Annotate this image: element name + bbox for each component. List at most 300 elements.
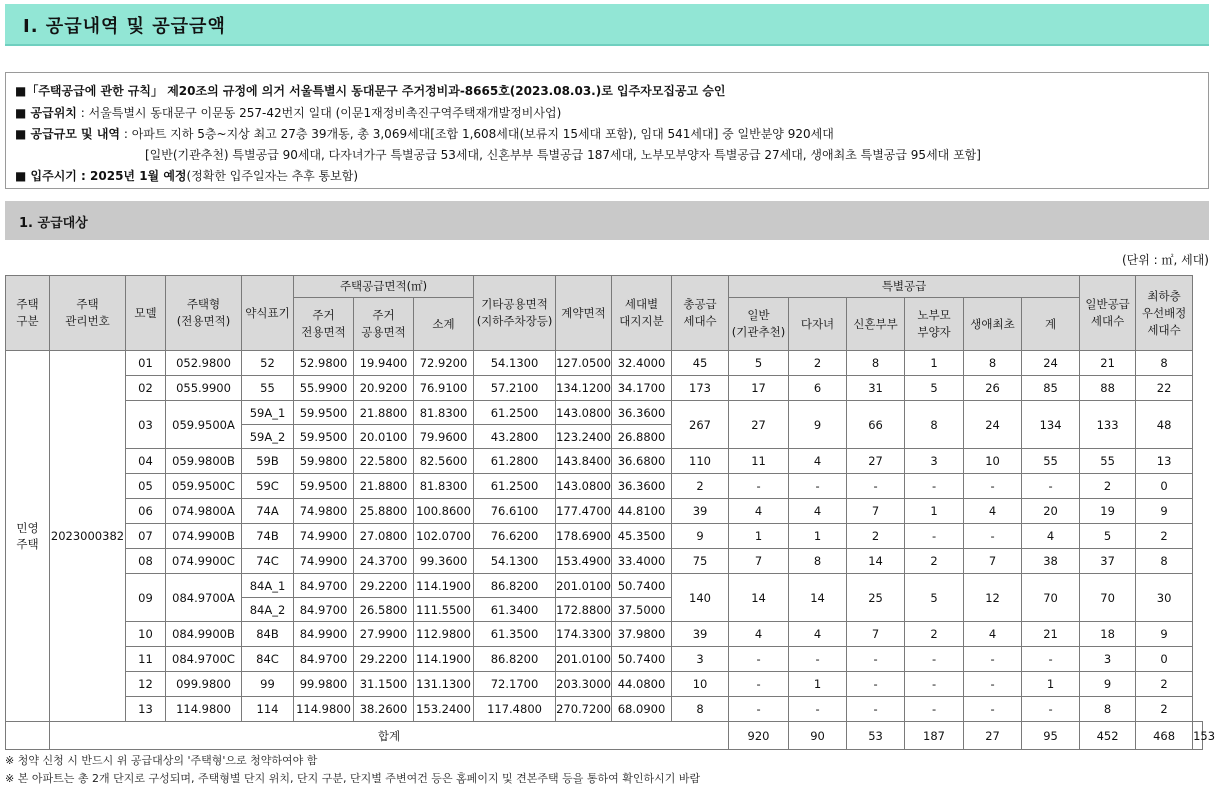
other-common-area-cell: 72.1700	[474, 672, 556, 697]
total-supply-cell: 267	[672, 401, 729, 449]
special-newlywed-cell: 66	[847, 401, 905, 449]
contract-area-cell: 127.0500	[556, 351, 612, 376]
table-header	[6, 276, 1203, 351]
notice-approval-line: ■「주택공급에 관한 규칙」 제20조의 규정에 의거 서울특별시 동대문구 주거정비과-8665호(2023.08.03.)로 입주자모집공고 승인	[15, 84, 726, 98]
land-share-cell: 50.7400	[612, 647, 672, 672]
model-cell: 01	[126, 351, 166, 376]
contract-area-cell: 270.7200	[556, 697, 612, 722]
header-land-share: 세대별 대지지분	[612, 276, 672, 351]
total-total-supply-cell: 920	[729, 722, 789, 750]
subtotal-area-cell: 81.8300	[414, 474, 474, 499]
supply-table	[5, 275, 1215, 750]
model-cell: 06	[126, 499, 166, 524]
document-title: Ⅰ. 공급내역 및 공급금액	[23, 16, 226, 37]
special-elderly-cell: 2	[905, 622, 964, 647]
common-area-cell: 21.8800	[354, 474, 414, 499]
subtotal-area-cell: 153.2400	[414, 697, 474, 722]
lowest-floor-cell: 2	[1136, 672, 1193, 697]
special-sum-cell: 4	[1022, 524, 1080, 549]
model-cell: 05	[126, 474, 166, 499]
special-sum-cell: -	[1022, 697, 1080, 722]
header-short-mark: 약식표기	[242, 276, 294, 351]
notice-move-in-line: ■ 입주시기 : 2025년 1월 예정(정확한 입주일자는 추후 통보함)	[15, 169, 359, 183]
exclusive-area-cell: 55.9900	[294, 376, 354, 401]
special-newlywed-cell: 31	[847, 376, 905, 401]
special-sum-cell: -	[1022, 647, 1080, 672]
special-elderly-cell: -	[905, 647, 964, 672]
lowest-floor-cell: 2	[1136, 524, 1193, 549]
total-supply-cell: 9	[672, 524, 729, 549]
contract-area-cell: 201.0100	[556, 647, 612, 672]
header-common: 주거 공용면적	[354, 298, 414, 351]
model-cell: 07	[126, 524, 166, 549]
header-subtotal: 소계	[414, 298, 474, 351]
special-newlywed-cell: 7	[847, 499, 905, 524]
contract-area-cell: 143.8400	[556, 449, 612, 474]
other-common-area-cell: 117.4800	[474, 697, 556, 722]
land-share-cell: 45.3500	[612, 524, 672, 549]
short-mark-cell: 74C	[242, 549, 294, 574]
special-multi-child-cell: 1	[789, 524, 847, 549]
special-general-cell: -	[729, 647, 789, 672]
short-mark-cell: 59A_2	[242, 425, 294, 449]
exclusive-area-cell: 84.9900	[294, 622, 354, 647]
special-general-cell: 1	[729, 524, 789, 549]
land-share-cell: 68.0900	[612, 697, 672, 722]
total-supply-cell: 8	[672, 697, 729, 722]
special-first-life-cell: 26	[964, 376, 1022, 401]
short-mark-cell: 59B	[242, 449, 294, 474]
model-cell: 12	[126, 672, 166, 697]
special-multi-child-cell: -	[789, 697, 847, 722]
special-multi-child-cell: 4	[789, 449, 847, 474]
special-first-life-cell: -	[964, 697, 1022, 722]
subtotal-area-cell: 72.9200	[414, 351, 474, 376]
exclusive-area-cell: 99.9800	[294, 672, 354, 697]
unit-label: (단위 : ㎡, 세대)	[1121, 253, 1209, 267]
special-elderly-cell: 2	[905, 549, 964, 574]
table-row	[6, 672, 1203, 697]
special-newlywed-cell: 25	[847, 574, 905, 622]
other-common-area-cell: 54.1300	[474, 351, 556, 376]
lowest-floor-cell: 13	[1136, 449, 1193, 474]
exclusive-area-cell: 59.9500	[294, 401, 354, 425]
house-type-cell: 074.9900B	[166, 524, 242, 549]
special-general-cell: 7	[729, 549, 789, 574]
header-row-1	[6, 276, 1203, 298]
header-first-life: 생애최초	[964, 298, 1022, 351]
footnote-1: ※ 청약 신청 시 반드시 위 공급대상의 '주택형'으로 청약하여야 함	[5, 754, 318, 767]
land-share-cell: 50.7400	[612, 574, 672, 598]
land-share-cell: 36.6800	[612, 449, 672, 474]
contract-area-cell: 178.6900	[556, 524, 612, 549]
subtotal-area-cell: 81.8300	[414, 401, 474, 425]
special-multi-child-cell: -	[789, 647, 847, 672]
special-general-cell: -	[729, 672, 789, 697]
land-share-cell: 44.0800	[612, 672, 672, 697]
contract-area-cell: 172.8800	[556, 598, 612, 622]
general-supply-cell: 9	[1080, 672, 1136, 697]
special-multi-child-cell: 9	[789, 401, 847, 449]
special-first-life-cell: -	[964, 647, 1022, 672]
housing-type-cell: 민영 주택	[6, 351, 50, 722]
subtotal-area-cell: 102.0700	[414, 524, 474, 549]
table-row	[6, 401, 1203, 425]
short-mark-cell: 114	[242, 697, 294, 722]
other-common-area-cell: 86.8200	[474, 647, 556, 672]
special-first-life-cell: -	[964, 474, 1022, 499]
subtotal-area-cell: 76.9100	[414, 376, 474, 401]
special-general-cell: 27	[729, 401, 789, 449]
common-area-cell: 38.2600	[354, 697, 414, 722]
table-row	[6, 574, 1203, 598]
special-multi-child-cell: 6	[789, 376, 847, 401]
total-lowest-floor-cell: 153	[1193, 722, 1203, 750]
lowest-floor-cell: 48	[1136, 401, 1193, 449]
special-general-cell: 4	[729, 622, 789, 647]
header-lowest-floor: 최하층 우선배정 세대수	[1136, 276, 1193, 351]
special-sum-cell: 70	[1022, 574, 1080, 622]
header-area-group: 주택공급면적(㎡)	[294, 276, 474, 298]
total-blank-cell	[6, 722, 50, 750]
exclusive-area-cell: 52.9800	[294, 351, 354, 376]
other-common-area-cell: 86.8200	[474, 574, 556, 598]
special-general-cell: 14	[729, 574, 789, 622]
common-area-cell: 24.3700	[354, 549, 414, 574]
common-area-cell: 27.9900	[354, 622, 414, 647]
short-mark-cell: 84A_1	[242, 574, 294, 598]
total-supply-cell: 140	[672, 574, 729, 622]
header-multi-child: 다자녀	[789, 298, 847, 351]
general-supply-cell: 5	[1080, 524, 1136, 549]
total-row	[6, 722, 1203, 750]
lowest-floor-cell: 0	[1136, 647, 1193, 672]
short-mark-cell: 59A_1	[242, 401, 294, 425]
lowest-floor-cell: 30	[1136, 574, 1193, 622]
exclusive-area-cell: 59.9800	[294, 449, 354, 474]
special-newlywed-cell: 14	[847, 549, 905, 574]
land-share-cell: 34.1700	[612, 376, 672, 401]
model-cell: 04	[126, 449, 166, 474]
general-supply-cell: 8	[1080, 697, 1136, 722]
special-elderly-cell: 3	[905, 449, 964, 474]
subtotal-area-cell: 114.1900	[414, 574, 474, 598]
short-mark-cell: 84B	[242, 622, 294, 647]
land-share-cell: 37.9800	[612, 622, 672, 647]
total-label-cell: 합계	[50, 722, 729, 750]
special-sum-cell: -	[1022, 474, 1080, 499]
model-cell: 11	[126, 647, 166, 672]
special-general-cell: 5	[729, 351, 789, 376]
special-newlywed-cell: 2	[847, 524, 905, 549]
land-share-cell: 36.3600	[612, 474, 672, 499]
special-sum-cell: 24	[1022, 351, 1080, 376]
total-special-sum-cell: 452	[1080, 722, 1136, 750]
special-multi-child-cell: 1	[789, 672, 847, 697]
house-type-cell: 099.9800	[166, 672, 242, 697]
other-common-area-cell: 61.2500	[474, 401, 556, 425]
special-sum-cell: 21	[1022, 622, 1080, 647]
table-row	[6, 351, 1203, 376]
table-body	[6, 351, 1215, 750]
table-row	[6, 449, 1203, 474]
common-area-cell: 29.2200	[354, 574, 414, 598]
header-elderly: 노부모 부양자	[905, 298, 964, 351]
general-supply-cell: 2	[1080, 474, 1136, 499]
header-other-common: 기타공용면적 (지하주차장등)	[474, 276, 556, 351]
special-multi-child-cell: 4	[789, 622, 847, 647]
notice-location-line: ■ 공급위치 : 서울특별시 동대문구 이문동 257-42번지 일대 (이문1재정비촉진구역주택재개발정비사업)	[15, 106, 562, 120]
notice-scale-line: ■ 공급규모 및 내역 : 아파트 지하 5층~지상 최고 27층 39개동, 총 3,069세대[조합 1,608세대(보류지 15세대 포함), 임대 541세대] 중 일반분양 920세대	[15, 127, 834, 141]
house-type-cell: 074.9800A	[166, 499, 242, 524]
other-common-area-cell: 54.1300	[474, 549, 556, 574]
subtotal-area-cell: 82.5600	[414, 449, 474, 474]
general-supply-cell: 70	[1080, 574, 1136, 622]
total-supply-cell: 10	[672, 672, 729, 697]
subtotal-area-cell: 79.9600	[414, 425, 474, 449]
other-common-area-cell: 61.2500	[474, 474, 556, 499]
special-multi-child-cell: 8	[789, 549, 847, 574]
notice-special-breakdown-line: [일반(기관추천) 특별공급 90세대, 다자녀가구 특별공급 53세대, 신혼부부 특별공급 187세대, 노부모부양자 특별공급 27세대, 생애최초 특별공급 95세대 포함]	[145, 148, 981, 162]
total-supply-cell: 110	[672, 449, 729, 474]
short-mark-cell: 74A	[242, 499, 294, 524]
model-cell: 10	[126, 622, 166, 647]
common-area-cell: 21.8800	[354, 401, 414, 425]
contract-area-cell: 153.4900	[556, 549, 612, 574]
special-sum-cell: 55	[1022, 449, 1080, 474]
other-common-area-cell: 76.6200	[474, 524, 556, 549]
contract-area-cell: 123.2400	[556, 425, 612, 449]
special-elderly-cell: -	[905, 672, 964, 697]
land-share-cell: 26.8800	[612, 425, 672, 449]
table-row	[6, 549, 1203, 574]
general-supply-cell: 133	[1080, 401, 1136, 449]
special-first-life-cell: 4	[964, 499, 1022, 524]
short-mark-cell: 74B	[242, 524, 294, 549]
header-house-type: 주택형 (전용면적)	[166, 276, 242, 351]
common-area-cell: 20.9200	[354, 376, 414, 401]
lowest-floor-cell: 9	[1136, 622, 1193, 647]
land-share-cell: 32.4000	[612, 351, 672, 376]
subtotal-area-cell: 100.8600	[414, 499, 474, 524]
total-special-newlywed-cell: 187	[905, 722, 964, 750]
common-area-cell: 20.0100	[354, 425, 414, 449]
special-sum-cell: 85	[1022, 376, 1080, 401]
table-row	[6, 647, 1203, 672]
header-contract-area: 계약면적	[556, 276, 612, 351]
common-area-cell: 19.9400	[354, 351, 414, 376]
special-sum-cell: 20	[1022, 499, 1080, 524]
table-row	[6, 376, 1203, 401]
model-cell: 02	[126, 376, 166, 401]
special-first-life-cell: 24	[964, 401, 1022, 449]
contract-area-cell: 143.0800	[556, 401, 612, 425]
header-general-inst: 일반 (기관추천)	[729, 298, 789, 351]
general-supply-cell: 21	[1080, 351, 1136, 376]
exclusive-area-cell: 74.9900	[294, 524, 354, 549]
common-area-cell: 22.5800	[354, 449, 414, 474]
header-newlywed: 신혼부부	[847, 298, 905, 351]
special-elderly-cell: 5	[905, 376, 964, 401]
general-supply-cell: 88	[1080, 376, 1136, 401]
lowest-floor-cell: 2	[1136, 697, 1193, 722]
land-share-cell: 33.4000	[612, 549, 672, 574]
header-special-sum: 계	[1022, 298, 1080, 351]
special-first-life-cell: 7	[964, 549, 1022, 574]
contract-area-cell: 201.0100	[556, 574, 612, 598]
special-newlywed-cell: 7	[847, 622, 905, 647]
land-share-cell: 44.8100	[612, 499, 672, 524]
exclusive-area-cell: 59.9500	[294, 474, 354, 499]
special-first-life-cell: 4	[964, 622, 1022, 647]
contract-area-cell: 203.3000	[556, 672, 612, 697]
subtotal-area-cell: 131.1300	[414, 672, 474, 697]
other-common-area-cell: 61.3500	[474, 622, 556, 647]
special-elderly-cell: 8	[905, 401, 964, 449]
table-row	[6, 474, 1203, 499]
section-header-bar	[5, 201, 1209, 240]
header-housing-type: 주택 구분	[6, 276, 50, 351]
special-first-life-cell: -	[964, 672, 1022, 697]
special-newlywed-cell: 8	[847, 351, 905, 376]
general-supply-cell: 19	[1080, 499, 1136, 524]
exclusive-area-cell: 84.9700	[294, 574, 354, 598]
approval-notice-box	[5, 72, 1209, 189]
house-type-cell: 055.9900	[166, 376, 242, 401]
common-area-cell: 29.2200	[354, 647, 414, 672]
exclusive-area-cell: 84.9700	[294, 598, 354, 622]
header-total-supply: 총공급 세대수	[672, 276, 729, 351]
special-first-life-cell: 12	[964, 574, 1022, 622]
lowest-floor-cell: 9	[1136, 499, 1193, 524]
short-mark-cell: 55	[242, 376, 294, 401]
other-common-area-cell: 61.3400	[474, 598, 556, 622]
special-newlywed-cell: -	[847, 672, 905, 697]
table-row	[6, 697, 1203, 722]
special-sum-cell: 134	[1022, 401, 1080, 449]
house-type-cell: 084.9700C	[166, 647, 242, 672]
house-type-cell: 052.9800	[166, 351, 242, 376]
special-sum-cell: 1	[1022, 672, 1080, 697]
special-general-cell: 11	[729, 449, 789, 474]
document-title-bar	[5, 4, 1209, 46]
contract-area-cell: 174.3300	[556, 622, 612, 647]
special-general-cell: 17	[729, 376, 789, 401]
lowest-floor-cell: 22	[1136, 376, 1193, 401]
house-type-cell: 059.9500C	[166, 474, 242, 499]
model-cell: 09	[126, 574, 166, 622]
special-elderly-cell: 1	[905, 351, 964, 376]
general-supply-cell: 55	[1080, 449, 1136, 474]
special-elderly-cell: -	[905, 524, 964, 549]
header-model: 모델	[126, 276, 166, 351]
short-mark-cell: 59C	[242, 474, 294, 499]
total-supply-cell: 45	[672, 351, 729, 376]
section-title: 1. 공급대상	[19, 216, 88, 231]
lowest-floor-cell: 8	[1136, 351, 1193, 376]
total-supply-cell: 39	[672, 622, 729, 647]
total-special-elderly-cell: 27	[964, 722, 1022, 750]
special-first-life-cell: 10	[964, 449, 1022, 474]
other-common-area-cell: 76.6100	[474, 499, 556, 524]
special-multi-child-cell: -	[789, 474, 847, 499]
footnote-2: ※ 본 아파트는 총 2개 단지로 구성되며, 주택형별 단지 위치, 단지 구분, 단지별 주변여건 등은 홈페이지 및 견본주택 등을 통하여 확인하시기 바람	[5, 772, 701, 785]
house-type-cell: 059.9500A	[166, 401, 242, 449]
land-share-cell: 37.5000	[612, 598, 672, 622]
common-area-cell: 25.8800	[354, 499, 414, 524]
total-supply-cell: 39	[672, 499, 729, 524]
special-newlywed-cell: -	[847, 697, 905, 722]
contract-area-cell: 134.1200	[556, 376, 612, 401]
exclusive-area-cell: 114.9800	[294, 697, 354, 722]
special-sum-cell: 38	[1022, 549, 1080, 574]
subtotal-area-cell: 111.5500	[414, 598, 474, 622]
house-type-cell: 074.9900C	[166, 549, 242, 574]
special-elderly-cell: -	[905, 474, 964, 499]
house-type-cell: 084.9700A	[166, 574, 242, 622]
short-mark-cell: 99	[242, 672, 294, 697]
subtotal-area-cell: 112.9800	[414, 622, 474, 647]
general-supply-cell: 3	[1080, 647, 1136, 672]
total-special-first-life-cell: 95	[1022, 722, 1080, 750]
general-supply-cell: 18	[1080, 622, 1136, 647]
house-type-cell: 059.9800B	[166, 449, 242, 474]
total-general-supply-cell: 468	[1136, 722, 1193, 750]
special-newlywed-cell: -	[847, 647, 905, 672]
header-mgmt-no: 주택 관리번호	[50, 276, 126, 351]
special-first-life-cell: -	[964, 524, 1022, 549]
special-elderly-cell: -	[905, 697, 964, 722]
model-cell: 08	[126, 549, 166, 574]
common-area-cell: 27.0800	[354, 524, 414, 549]
subtotal-area-cell: 99.3600	[414, 549, 474, 574]
subtotal-area-cell: 114.1900	[414, 647, 474, 672]
special-newlywed-cell: 27	[847, 449, 905, 474]
table-row	[6, 499, 1203, 524]
short-mark-cell: 84A_2	[242, 598, 294, 622]
table-row	[6, 524, 1203, 549]
other-common-area-cell: 57.2100	[474, 376, 556, 401]
lowest-floor-cell: 8	[1136, 549, 1193, 574]
header-general-supply: 일반공급 세대수	[1080, 276, 1136, 351]
header-exclusive: 주거 전용면적	[294, 298, 354, 351]
contract-area-cell: 143.0800	[556, 474, 612, 499]
short-mark-cell: 84C	[242, 647, 294, 672]
special-multi-child-cell: 2	[789, 351, 847, 376]
total-supply-cell: 75	[672, 549, 729, 574]
short-mark-cell: 52	[242, 351, 294, 376]
total-supply-cell: 3	[672, 647, 729, 672]
contract-area-cell: 177.4700	[556, 499, 612, 524]
special-general-cell: 4	[729, 499, 789, 524]
other-common-area-cell: 61.2800	[474, 449, 556, 474]
special-general-cell: -	[729, 474, 789, 499]
house-type-cell: 084.9900B	[166, 622, 242, 647]
table-row	[6, 622, 1203, 647]
total-special-multi-child-cell: 53	[847, 722, 905, 750]
special-multi-child-cell: 4	[789, 499, 847, 524]
exclusive-area-cell: 84.9700	[294, 647, 354, 672]
other-common-area-cell: 43.2800	[474, 425, 556, 449]
common-area-cell: 31.1500	[354, 672, 414, 697]
mgmt-no-cell: 2023000382	[50, 351, 126, 722]
common-area-cell: 26.5800	[354, 598, 414, 622]
special-elderly-cell: 5	[905, 574, 964, 622]
general-supply-cell: 37	[1080, 549, 1136, 574]
exclusive-area-cell: 74.9800	[294, 499, 354, 524]
special-multi-child-cell: 14	[789, 574, 847, 622]
special-first-life-cell: 8	[964, 351, 1022, 376]
